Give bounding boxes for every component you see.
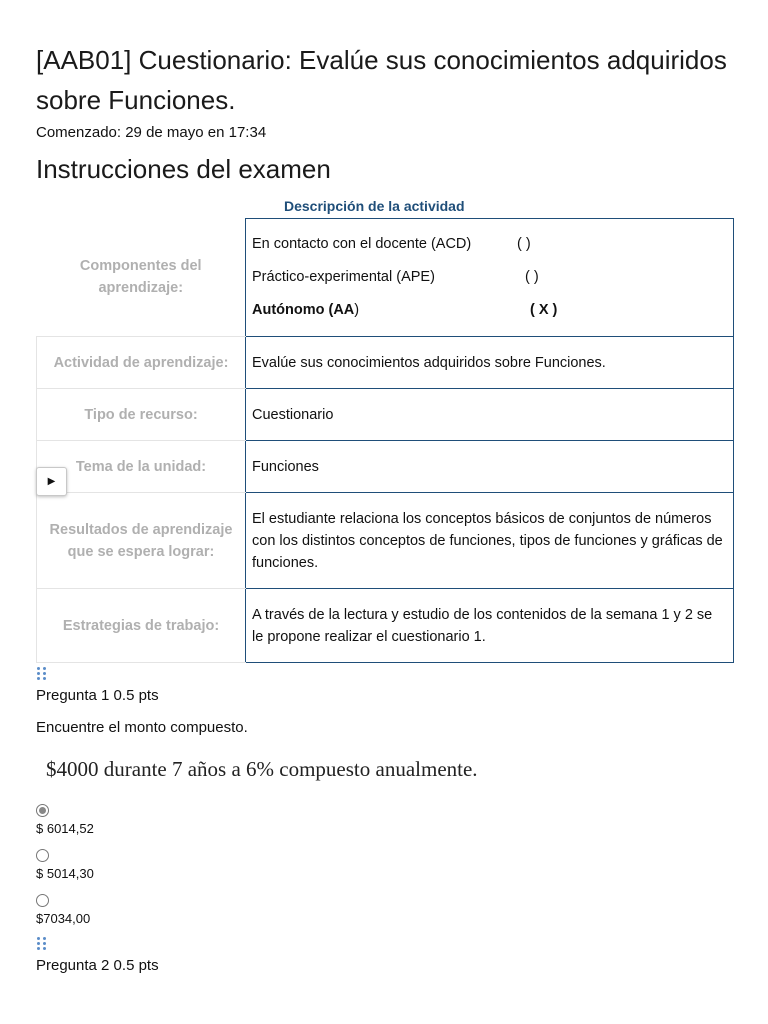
component-mark: ( X ) xyxy=(530,302,558,318)
row-label: Tema de la unidad: xyxy=(37,441,246,493)
answer-radio-1[interactable] xyxy=(36,804,49,817)
table-row xyxy=(37,493,734,589)
row-label: Estrategias de trabajo: xyxy=(37,589,246,663)
component-mark: ( ) xyxy=(517,236,531,252)
table-row xyxy=(37,389,734,441)
row-value: Evalúe sus conocimientos adquiridos sobre Funciones. xyxy=(246,337,734,389)
component-name-tail: ) xyxy=(354,302,360,318)
answer-label[interactable]: $ 5014,30 xyxy=(36,866,94,881)
table-row xyxy=(37,337,734,389)
answer-radio-3[interactable] xyxy=(36,894,49,907)
play-icon: ▶ xyxy=(47,476,56,487)
components-label: Componentes del aprendizaje: xyxy=(37,219,246,337)
row-value: A través de la lectura y estudio de los contenidos de la semana 1 y 2 se le propone realizar el cuestionario 1. xyxy=(246,589,734,663)
table-row xyxy=(37,441,734,493)
question-header: Pregunta 2 0.5 pts xyxy=(36,957,159,974)
component-name: Práctico-experimental (APE) xyxy=(252,269,435,285)
answer-label[interactable]: $ 6014,52 xyxy=(36,821,94,836)
table-row-components xyxy=(37,219,734,337)
answer-label[interactable]: $7034,00 xyxy=(36,911,91,926)
started-timestamp: Comenzado: 29 de mayo en 17:34 xyxy=(36,124,267,141)
drag-handle-icon[interactable] xyxy=(37,937,49,953)
drag-handle-icon[interactable] xyxy=(37,667,49,683)
page-title: [AAB01] Cuestionario: Evalúe sus conocimientos adquiridos sobre Funciones. xyxy=(36,45,727,115)
question-formula: $4000 durante 7 años a 6% compuesto anualmente. xyxy=(46,757,478,781)
component-mark: ( ) xyxy=(525,269,539,285)
component-line-aa xyxy=(252,294,727,327)
table-row xyxy=(37,589,734,663)
row-value: Funciones xyxy=(246,441,734,493)
row-label: Tipo de recurso: xyxy=(37,389,246,441)
component-name: Autónomo (AA xyxy=(252,302,355,318)
activity-table xyxy=(36,218,734,663)
row-label: Actividad de aprendizaje: xyxy=(37,337,246,389)
component-line-ape xyxy=(252,261,727,294)
component-name: En contacto con el docente (ACD) xyxy=(252,236,472,252)
question-text: Encuentre el monto compuesto. xyxy=(36,719,248,736)
answer-radio-2[interactable] xyxy=(36,849,49,862)
component-line-acd xyxy=(252,228,727,261)
components-cell xyxy=(246,219,734,337)
row-label: Resultados de aprendizaje que se espera lograr: xyxy=(37,493,246,589)
activity-table-caption: Descripción de la actividad xyxy=(284,198,465,214)
row-value: El estudiante relaciona los conceptos básicos de conjuntos de números con los distintos conceptos de funciones, tipos de funciones y gráficas de funciones. xyxy=(246,493,734,589)
row-value: Cuestionario xyxy=(246,389,734,441)
instructions-heading: Instrucciones del examen xyxy=(36,154,331,184)
question-header: Pregunta 1 0.5 pts xyxy=(36,687,159,704)
play-button[interactable] xyxy=(36,467,67,496)
